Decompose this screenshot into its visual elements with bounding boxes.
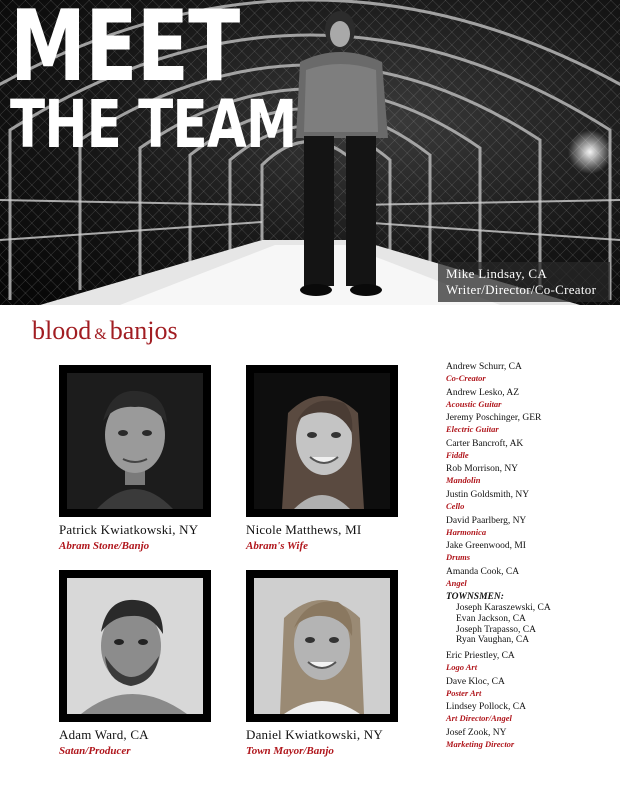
brand-title [32,316,178,346]
credit-name: Jeremy Poschinger, GER [446,413,542,424]
cast-portrait [246,365,398,517]
headline-line-1: MEET [10,0,240,104]
female-portrait-image [254,373,390,509]
credit-item [446,489,614,515]
townsmen-label: TOWNSMEN: [446,592,504,603]
townsmen-member: Joseph Karaszewski, CA [456,603,551,614]
credit-role: Angel [446,577,467,588]
credit-name: Josef Zook, NY [446,727,507,738]
credit-name: David Paarlberg, NY [446,515,527,526]
male-portrait-image [67,578,203,714]
cast-name: Nicole Matthews, MI [246,522,362,537]
hero-photo [0,0,620,305]
cast-card [246,570,436,757]
page-headline [10,0,297,164]
townsmen-member: Ryan Vaughan, CA [456,635,530,646]
credit-item [446,676,614,702]
credit-role: Mandolin [446,475,481,486]
credit-name: Amanda Cook, CA [446,566,520,577]
credit-item [446,566,614,592]
brand-word-2: banjos [109,316,178,345]
credit-name: Justin Goldsmith, NY [446,489,530,500]
townsmen-member: Evan Jackson, CA [456,614,526,625]
hero-caption [438,262,610,302]
credit-item [446,438,614,464]
credit-name: Rob Morrison, NY [446,464,519,475]
credit-item [446,387,614,413]
cast-portrait [246,570,398,722]
credit-item [446,463,614,489]
credit-name: Andrew Lesko, AZ [446,387,520,398]
caption-role: Writer/Director/Co-Creator [446,282,597,297]
credit-role: Art Director/Angel [446,713,512,724]
male-portrait-image [67,373,203,509]
cast-role: Abram's Wife [246,540,309,552]
cast-card [246,365,436,552]
credit-item [446,701,614,727]
credit-name: Jake Greenwood, MI [446,541,526,552]
credit-name: Dave Kloc, CA [446,676,505,687]
credit-name: Lindsey Pollock, CA [446,702,526,713]
credit-role: Acoustic Guitar [446,398,502,409]
cast-role: Abram Stone/Banjo [59,540,150,552]
credit-item [446,650,614,676]
cast-portrait [59,365,211,517]
credit-item [446,361,614,387]
cast-card [59,570,249,757]
credit-role: Logo Art [446,662,478,673]
credit-role: Cello [446,500,465,511]
male-portrait-image [254,578,390,714]
cast-portrait [59,570,211,722]
credit-item [446,727,614,753]
headline-line-2: THE TEAM [10,86,297,164]
cast-card [59,365,249,552]
credit-role: Marketing Director [446,738,515,749]
brand-ampersand: & [94,326,107,343]
credit-item [446,412,614,438]
brand-word-1: blood [32,316,92,345]
credit-name: Carter Bancroft, AK [446,438,524,449]
credit-role: Co-Creator [446,373,486,383]
credits-list [446,361,614,753]
cast-name: Adam Ward, CA [59,727,149,742]
credit-name: Eric Priestley, CA [446,651,515,662]
credit-role: Harmonica [446,526,487,537]
townsmen-member: Joseph Trapasso, CA [456,624,536,635]
cast-role: Town Mayor/Banjo [246,745,334,757]
credit-role: Poster Art [446,687,482,698]
caption-name: Mike Lindsay, CA [446,266,548,281]
townsmen-group [446,591,614,646]
cast-role: Satan/Producer [59,745,131,757]
cast-name: Daniel Kwiatkowski, NY [246,727,383,742]
credit-role: Fiddle [446,449,469,460]
credit-item [446,515,614,541]
cast-name: Patrick Kwiatkowski, NY [59,522,199,537]
credit-role: Drums [446,552,471,563]
credit-item [446,540,614,566]
credit-role: Electric Guitar [446,424,499,435]
credit-name: Andrew Schurr, CA [446,362,522,372]
